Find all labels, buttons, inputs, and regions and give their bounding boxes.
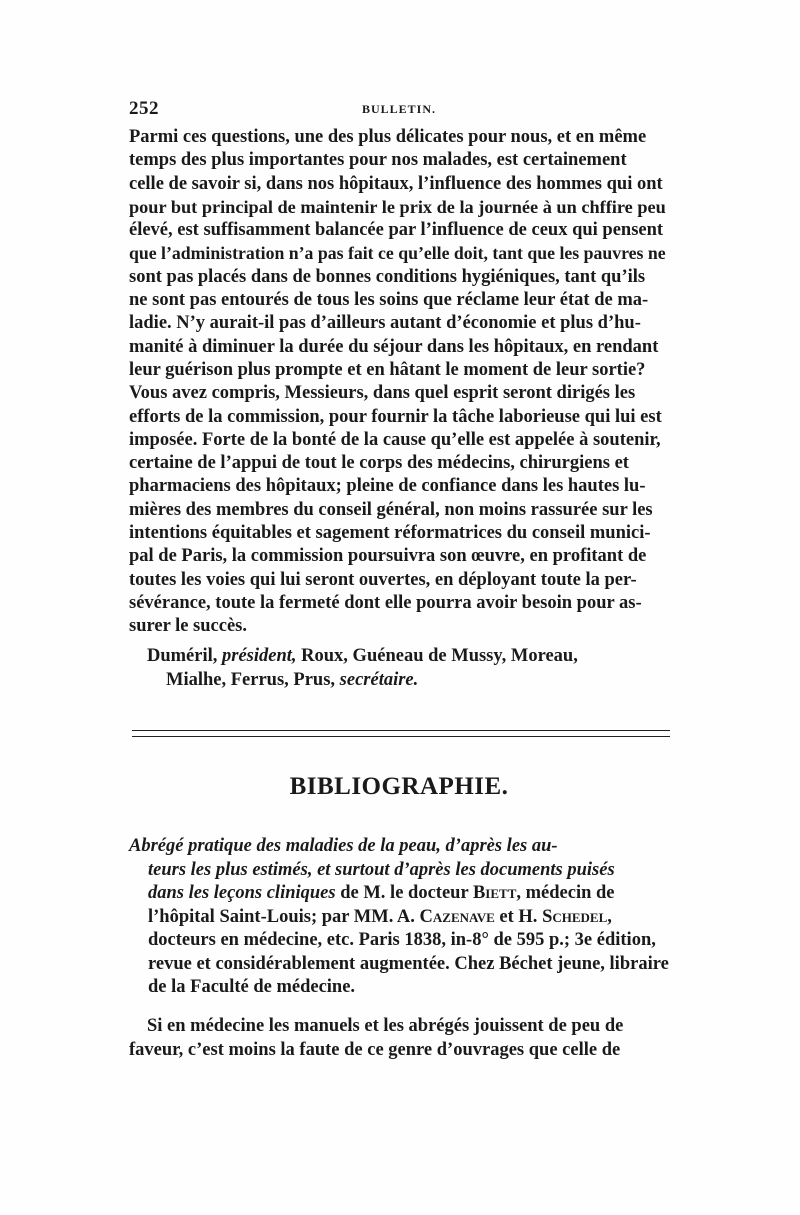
- text-line: certaine de l’appui de tout le corps des médecins, chirurgiens et: [129, 453, 629, 474]
- section-title: BIBLIOGRAPHIE.: [289, 773, 509, 800]
- text-line: pal de Paris, la commission poursuivra son œuvre, en profitant de: [129, 546, 647, 567]
- signature-names: Duméril,: [147, 646, 223, 666]
- text-line: leur guérison plus prompte et en hâtant le moment de leur sortie?: [129, 359, 646, 380]
- intro-paragraph: [129, 126, 669, 639]
- text-line: ne sont pas entourés de tous les soins que réclame leur état de ma-: [129, 290, 649, 311]
- author-name: Cazenave: [419, 906, 495, 927]
- biblio-line: docteurs en médecine, etc. Paris 1838, in-8° de 595 p.; 3e édition,: [148, 930, 656, 950]
- text-line: Parmi ces questions, une des plus délicates pour nous, et en même: [129, 127, 647, 147]
- text-line: faveur, c’est moins la faute de ce genre d’ouvrages que celle de: [129, 1040, 621, 1060]
- biblio-text: ,: [607, 906, 612, 927]
- running-head: BULLETIN.: [361, 102, 437, 116]
- biblio-title-line: Abrégé pratique des maladies de la peau, d’après les au-: [129, 836, 558, 856]
- text-line: Si en médecine les manuels et les abrégés jouissent de peu de: [147, 1016, 624, 1036]
- text-line: élevé, est suffisamment balancée par l’influence de ceux qui pensent: [129, 220, 664, 241]
- text-line: que l’administration n’a pas fait ce qu’elle doit, tant que les pauvres ne: [129, 243, 666, 264]
- biblio-line: [129, 906, 669, 930]
- biblio-text: l’hôpital Saint-Louis; par MM. A.: [148, 906, 420, 927]
- author-name: Schedel: [542, 906, 608, 927]
- biblio-title-line: teurs les plus estimés, et surtout d’après les documents puisés: [148, 859, 615, 880]
- text-line: toutes les voies qui lui seront ouvertes, en déployant toute la per-: [129, 569, 637, 590]
- signature-names: Mialhe, Ferrus, Prus,: [166, 669, 340, 690]
- biblio-line: de la Faculté de médecine.: [148, 977, 356, 997]
- signature-names: Roux, Guéneau de Mussy, Moreau,: [296, 646, 578, 666]
- text-line: mières des membres du conseil général, non moins rassurée sur les: [129, 499, 653, 520]
- text-line: surer le succès.: [129, 616, 248, 637]
- signature-role: secrétaire.: [339, 669, 419, 690]
- text-line: ladie. N’y aurait-il pas d’ailleurs autant d’économie et plus d’hu-: [129, 313, 641, 334]
- divider-rule: [132, 730, 670, 731]
- text-line: intentions équitables et sagement réformatrices du conseil munici-: [129, 523, 651, 544]
- page-number: 252: [129, 98, 159, 119]
- biblio-text: , médecin de: [516, 883, 615, 903]
- text-line: sévérance, toute la fermeté dont elle pourra avoir besoin pour as-: [129, 592, 642, 613]
- divider-rule: [132, 736, 670, 737]
- text-line: imposée. Forte de la bonté de la cause qu’elle est appelée à soutenir,: [129, 429, 661, 450]
- text-line: pour but principal de maintenir le prix de la journée à un chffire peu: [129, 196, 666, 217]
- text-line: celle de savoir si, dans nos hôpitaux, l’influence des hommes qui ont: [129, 173, 663, 194]
- biblio-title-fragment: dans les leçons cliniques: [148, 883, 336, 903]
- signatures: [129, 645, 669, 692]
- biblio-text: et H.: [494, 906, 543, 927]
- text-line: Vous avez compris, Messieurs, dans quel esprit seront dirigés les: [129, 383, 636, 404]
- text-line: temps des plus importantes pour nos malades, est certainement: [129, 150, 627, 171]
- text-line: manité à diminuer la durée du séjour dans les hôpitaux, en rendant: [129, 336, 659, 357]
- text-line: efforts de la commission, pour fournir la tâche laborieuse qui lui est: [129, 406, 662, 427]
- biblio-text: de M. le docteur: [335, 883, 473, 903]
- page-header: [129, 98, 669, 122]
- signature-role: président,: [222, 646, 297, 666]
- biblio-line: [129, 882, 669, 906]
- signature-line: [129, 645, 669, 669]
- closing-paragraph: [129, 1014, 669, 1062]
- biblio-line: revue et considérablement augmentée. Chez Béchet jeune, libraire: [148, 953, 669, 974]
- text-line: sont pas placés dans de bonnes conditions hygiéniques, tant qu’ils: [129, 266, 646, 287]
- bibliography-entry: [129, 835, 669, 1000]
- signature-line: [129, 669, 669, 693]
- author-name: Biett: [472, 883, 517, 903]
- text-line: pharmaciens des hôpitaux; pleine de confiance dans les hautes lu-: [129, 476, 646, 497]
